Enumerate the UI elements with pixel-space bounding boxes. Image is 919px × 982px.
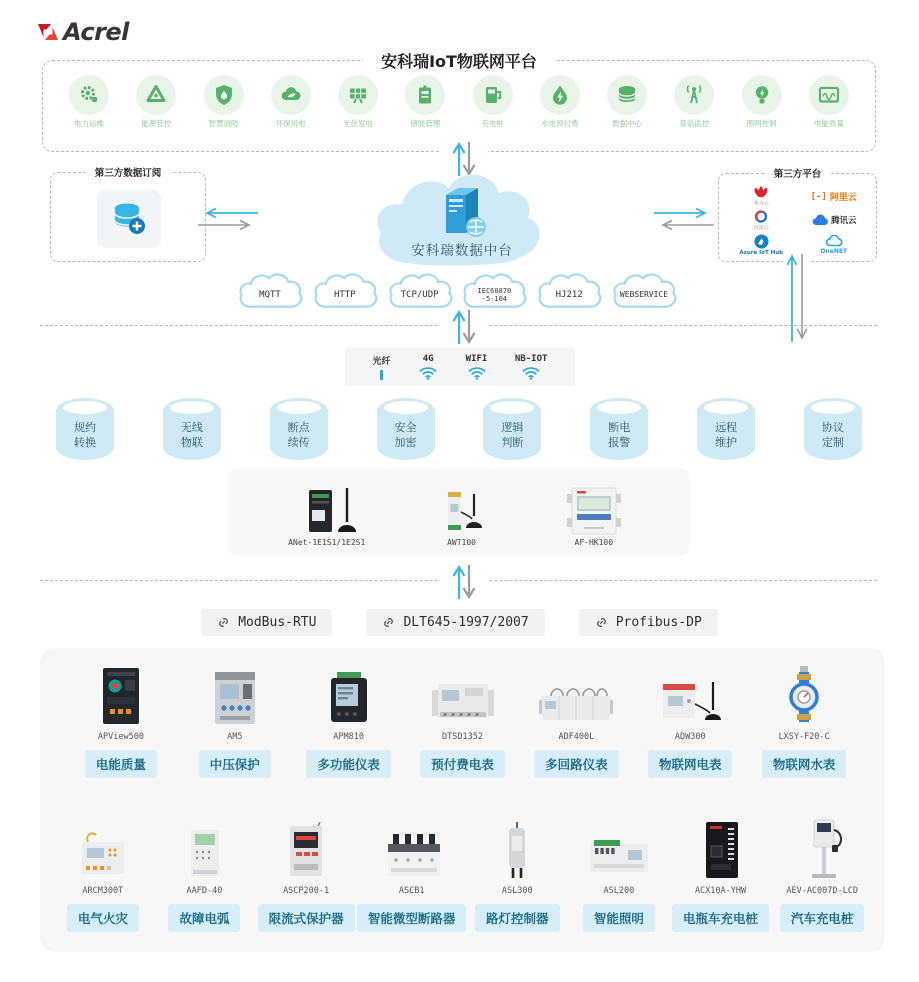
product-image-dtsd1352: [430, 664, 496, 726]
product-category-badge: 物联网电表: [648, 750, 733, 778]
link-label: NB-IOT: [514, 353, 548, 364]
energy-control-icon: [136, 75, 176, 115]
link-item: [466, 354, 488, 380]
data-center-icon: [607, 75, 647, 115]
third-party-subscription-box: [50, 168, 206, 262]
product-card: [357, 818, 467, 932]
fiber-icon: [380, 370, 383, 380]
protocol-name: MQTT: [259, 289, 281, 300]
product-image-adf400l: [539, 664, 613, 726]
protocol-name: HJ212: [555, 289, 583, 300]
left-exchange-arrows: [196, 206, 260, 232]
product-image-adw300: [657, 664, 723, 726]
product-image-aev-ac007d: [796, 818, 848, 880]
solar-icon: [338, 75, 378, 115]
link-icon: [595, 616, 608, 629]
product-model: AM5: [227, 732, 243, 742]
bus-protocol-pill: [579, 609, 718, 636]
ev-charger-icon: [473, 75, 513, 115]
gateway-model: ANet-1E1S1/1E2S1: [288, 538, 366, 547]
app-item: [664, 75, 724, 129]
prepaid-water-power-icon: [540, 75, 580, 115]
onenet-cloud-icon: [825, 235, 843, 247]
protocol-cloud: [237, 271, 303, 314]
product-image-apm810: [321, 664, 377, 726]
right-box-title: 第三方平台: [765, 166, 831, 180]
power-quality-icon: [809, 75, 849, 115]
aliyun-item: [798, 185, 871, 209]
product-card: [670, 818, 772, 932]
product-category-badge: 智能照明: [583, 904, 655, 932]
huawei-cloud-item: [725, 185, 798, 209]
app-label: 照明控制: [746, 119, 777, 128]
fire-safety-icon: [204, 75, 244, 115]
wifi-icon: [418, 365, 438, 380]
feature-cylinder: 断点 续传: [270, 398, 328, 460]
protocol-cloud: [611, 271, 677, 314]
energy-storage-icon: [405, 75, 445, 115]
platform-name: 腾讯云: [830, 216, 857, 227]
tencent-cloud-item: [798, 209, 871, 233]
app-label: 水电预付费: [541, 119, 579, 128]
product-model: ASCB1: [398, 886, 425, 896]
feature-cylinder: 规约 转换: [56, 398, 114, 460]
product-model: ADF400L: [558, 732, 595, 742]
product-model: ARCM300T: [82, 886, 124, 896]
application-icons-row: [59, 75, 859, 129]
product-model: ASCP200-1: [283, 886, 330, 896]
product-card: [466, 818, 568, 932]
app-label: 智慧消防: [208, 119, 239, 128]
product-model: ACX10A-YHW: [694, 886, 747, 896]
platform-name: OneNET: [820, 247, 848, 255]
app-item: [395, 75, 455, 129]
cloud-label: 安科瑞数据中台: [411, 243, 513, 259]
app-item: [194, 75, 254, 129]
eco-power-icon: [271, 75, 311, 115]
product-category-badge: 电瓶车充电桩: [672, 904, 769, 932]
product-category-badge: 电气火灾: [67, 904, 139, 932]
protocol-cloud: [536, 271, 602, 314]
product-card: [747, 664, 861, 778]
gateway-image-awt100: [426, 486, 498, 536]
product-image-arcm300t: [72, 818, 134, 880]
product-category-badge: 中压保护: [199, 750, 271, 778]
database-tile: [97, 190, 161, 248]
product-category-badge: 物联网水表: [762, 750, 847, 778]
product-model: AEV-AC007D-LCD: [786, 886, 858, 896]
baidu-cloud-icon: [754, 210, 768, 223]
link-label: 4G: [422, 353, 434, 364]
gateway-devices-box: [228, 468, 690, 556]
product-model: LXSY-F20-C: [778, 732, 830, 742]
field-devices-box: [40, 648, 885, 952]
app-label: 储能管理: [410, 119, 441, 128]
product-card: [633, 664, 747, 778]
app-label: 能源管控: [141, 119, 172, 128]
app-item: [126, 75, 186, 129]
gateway-image-afhk100: [558, 486, 630, 536]
platform-name: 华为云: [753, 201, 769, 208]
bus-protocol-name: ModBus-RTU: [238, 615, 317, 630]
product-model: ADW300: [674, 732, 706, 742]
product-card: [406, 664, 520, 778]
platform-name: 百度云: [753, 224, 769, 231]
product-image-apview500: [93, 664, 149, 726]
platform-title: 安科瑞IoT物联网平台: [363, 49, 555, 72]
huawei-cloud-icon: [752, 186, 770, 199]
wifi-icon: [521, 365, 541, 380]
gateway-item: [426, 486, 498, 547]
products-row-1: [64, 664, 861, 778]
protocol-name: HTTP: [333, 289, 356, 300]
app-label: 基站监控: [679, 119, 710, 128]
feature-cylinder: 远程 维护: [697, 398, 755, 460]
app-item: [328, 75, 388, 129]
bus-protocol-pill: [366, 609, 544, 636]
protocol-name: WEBSERVICE: [619, 290, 669, 300]
protocol-cloud: [312, 271, 378, 314]
app-label: 数据中心: [612, 119, 643, 128]
app-label: 电能质量: [813, 119, 844, 128]
gateway-item: [558, 486, 630, 547]
product-model: DTSD1352: [442, 732, 483, 742]
product-category-badge: 电能质量: [85, 750, 157, 778]
product-category-badge: 多功能仪表: [306, 750, 391, 778]
app-item: [732, 75, 792, 129]
product-category-badge: 限流式保护器: [258, 904, 355, 932]
lighting-control-icon: [742, 75, 782, 115]
platform-name: Azure IoT Hub: [739, 249, 784, 256]
rightside-updown-arrows: [783, 252, 811, 344]
product-card: [178, 664, 292, 778]
product-card: [771, 818, 873, 932]
product-model: APM810: [333, 732, 364, 742]
gateway-model: AF-HK100: [574, 538, 614, 547]
link-label: 光纤: [372, 356, 391, 367]
feature-cylinder: 安全 加密: [377, 398, 435, 460]
aliyun-bracket-icon: [-]: [810, 191, 827, 202]
feature-cylinder: 无线 物联: [163, 398, 221, 460]
gateway-item: [288, 486, 365, 547]
brand-name: Acrel: [63, 18, 129, 46]
link-label: WIFI: [465, 353, 488, 364]
product-card: [255, 818, 357, 932]
acrel-data-cloud: [366, 163, 558, 283]
product-image-acx10a: [696, 818, 746, 880]
product-image-asl300: [495, 818, 539, 880]
product-card: [568, 818, 670, 932]
product-card: [154, 818, 256, 932]
gateway-model: AWT100: [447, 538, 476, 547]
product-image-aafd40: [179, 818, 229, 880]
updown-arrows-mid: [440, 308, 488, 346]
left-box-title: 第三方数据订阅: [86, 165, 171, 179]
product-category-badge: 预付费电表: [420, 750, 505, 778]
power-ops-icon: [69, 75, 109, 115]
acrel-logo-icon: [36, 20, 60, 44]
azure-iot-hub-icon: [754, 234, 769, 249]
product-category-badge: 智能微型断路器: [357, 904, 467, 932]
product-card: [519, 664, 633, 778]
app-item: [530, 75, 590, 129]
updown-arrows-bottom: [440, 563, 488, 601]
product-model: APView500: [97, 732, 144, 742]
product-category-badge: 路灯控制器: [475, 904, 560, 932]
product-image-ascp200: [280, 818, 332, 880]
gateway-image-anet: [291, 486, 363, 536]
network-links-box: [345, 347, 575, 386]
app-item: [799, 75, 859, 129]
iot-platform-box: [42, 52, 876, 152]
products-row-2: [52, 818, 873, 932]
product-card: [64, 664, 178, 778]
acrel-logo: [36, 18, 129, 46]
protocol-name: IEC60870 -5-104: [477, 286, 512, 303]
product-image-ascb1: [381, 818, 443, 880]
product-card: [52, 818, 154, 932]
protocol-name: TCP/UDP: [400, 289, 439, 300]
app-item: [59, 75, 119, 129]
product-category-badge: 汽车充电桩: [780, 904, 865, 932]
bus-protocol-pill: [201, 609, 332, 636]
app-label: 环保用电: [275, 119, 306, 128]
product-model: ASL300: [501, 886, 533, 896]
link-icon: [217, 616, 230, 629]
product-card: [292, 664, 406, 778]
third-party-platform-box: [718, 169, 877, 262]
link-item: [418, 354, 438, 380]
platform-name: 阿里云: [829, 193, 857, 204]
app-label: 充电桩: [481, 119, 504, 128]
tencent-cloud-icon: [811, 214, 828, 226]
baidu-cloud-item: [725, 209, 798, 233]
product-model: AAFD-40: [186, 886, 223, 896]
app-item: [463, 75, 523, 129]
link-icon: [382, 616, 395, 629]
feature-cylinder: 断电 报警: [590, 398, 648, 460]
app-item: [261, 75, 321, 129]
database-add-icon: [109, 199, 149, 239]
product-category-badge: 故障电弧: [168, 904, 240, 932]
bus-protocol-name: DLT645-1997/2007: [403, 615, 529, 630]
product-image-am5: [207, 664, 263, 726]
app-label: 电力运维: [74, 119, 104, 128]
wifi-icon: [467, 365, 487, 380]
link-item: [515, 354, 548, 380]
app-label: 光伏发电: [343, 119, 374, 128]
product-image-lxsy-f20c: [779, 664, 829, 726]
bus-protocol-name: Profibus-DP: [615, 615, 702, 630]
feature-cylinder: 协议 定制: [804, 398, 862, 460]
gateway-features-row: [56, 398, 862, 460]
app-item: [597, 75, 657, 129]
server-icon: [438, 185, 490, 241]
product-model: ASL200: [603, 886, 635, 896]
product-image-asl200: [586, 818, 652, 880]
right-exchange-arrows: [652, 206, 716, 232]
link-item: [373, 354, 391, 380]
platform-logo-grid: [725, 185, 870, 257]
feature-cylinder: 逻辑 判断: [483, 398, 541, 460]
product-category-badge: 多回路仪表: [534, 750, 619, 778]
bus-protocols-row: [0, 609, 919, 636]
base-station-icon: [674, 75, 714, 115]
